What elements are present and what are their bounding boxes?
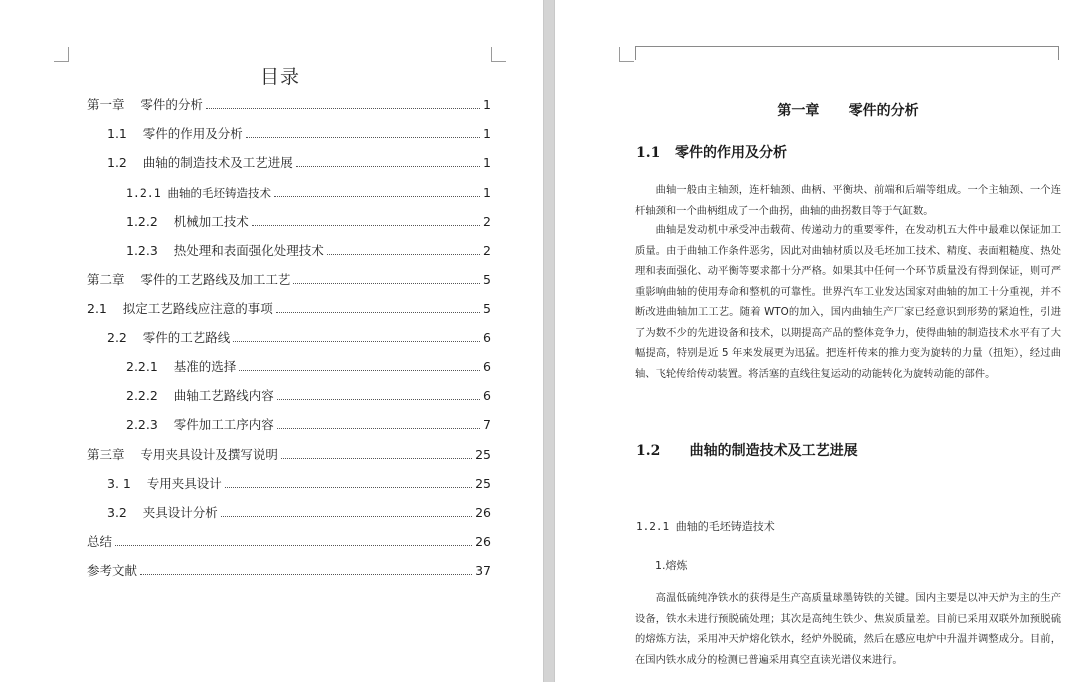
toc-entry-3-2[interactable]	[107, 505, 491, 521]
toc-page-number: 37	[475, 563, 491, 578]
toc-leader-dots	[296, 165, 480, 167]
toc-entry-label: 1.2.3 热处理和表面强化处理技术	[126, 243, 324, 258]
toc-entry-label: 3.2 夹具设计分析	[107, 505, 218, 520]
toc-leader-dots	[281, 457, 472, 459]
page-chapter-1	[555, 0, 1091, 682]
toc-entry-label: 2.1 拟定工艺路线应注意的事项	[87, 301, 273, 316]
toc-entry-label: 第三章 专用夹具设计及撰写说明	[87, 447, 278, 462]
toc-page-number: 2	[483, 243, 491, 258]
toc-leader-dots	[277, 398, 480, 400]
toc-leader-dots	[225, 486, 472, 488]
toc-entry-2-1[interactable]	[87, 301, 491, 317]
toc-page-number: 5	[483, 272, 491, 287]
toc-page-number: 5	[483, 301, 491, 316]
toc-entry-2-2-1[interactable]	[126, 359, 491, 375]
page-toc	[0, 0, 543, 682]
toc-leader-dots	[233, 340, 480, 342]
margin-corner-top-left	[619, 47, 634, 62]
toc-page-number: 26	[475, 505, 491, 520]
toc-entry-3-1[interactable]	[107, 476, 491, 492]
toc-entry-references[interactable]	[87, 563, 491, 579]
toc-leader-dots	[140, 573, 472, 575]
toc-entry-label: 第二章 零件的工艺路线及加工工艺	[87, 272, 291, 287]
toc-entry-label: 1.2 曲轴的制造技术及工艺进展	[107, 155, 293, 170]
toc-leader-dots	[277, 427, 480, 429]
toc-page-number: 6	[483, 330, 491, 345]
toc-entry-label: 总结	[87, 534, 113, 549]
toc-entry-label: 3. 1 专用夹具设计	[107, 476, 222, 491]
paragraph-1: 曲轴一般由主轴颈，连杆轴颈、曲柄、平衡块、前端和后端等组成。一个主轴颈、一个连杆轴颈和一个曲柄组成了一个曲拐，曲轴的曲拐数目等于气缸数。	[635, 184, 1061, 217]
subheading-smelting: 1.熔炼	[655, 559, 688, 572]
margin-corner-top-right	[491, 47, 506, 62]
toc-leader-dots	[206, 107, 480, 109]
toc-entry-2-2-3[interactable]	[126, 417, 491, 433]
toc-entry-2-2[interactable]	[107, 330, 491, 346]
toc-leader-dots	[246, 136, 480, 138]
toc-entry-label: 2.2.2 曲轴工艺路线内容	[126, 388, 274, 403]
section-heading-1-1: 1.1 零件的作用及分析	[636, 145, 787, 161]
toc-entry-1-2-3[interactable]	[126, 243, 491, 259]
paragraph-3: 高温低硫纯净铁水的获得是生产高质量球墨铸铁的关键。国内主要是以冲天炉为主的生产设备，铁水未进行预脱硫处理；其次是高纯生铁少、焦炭质量差。目前已采用双联外加预脱硫的熔炼方法，采用冲天炉熔化铁水，经炉外脱硫，然后在感应电炉中升温并调整成分。目前，在国内铁水成分的检测已普遍采用真空直读光谱仪来进行。	[635, 592, 1061, 666]
paragraph-2: 曲轴是发动机中承受冲击载荷、传递动力的重要零件，在发动机五大件中最难以保证加工质量。由于曲轴工作条件恶劣，因此对曲轴材质以及毛坯加工技术、精度、表面粗糙度、热处理和表面强化、动平衡等要求都十分严格。如果其中任何一个环节质量没有得到保证，则可严重影响曲轴的使用寿命和整机的可靠性。世界汽车工业发达国家对曲轴的加工十分重视，并不断改进曲轴加工工艺。随着 WTO的加入，国内曲轴生产厂家已经意识到形势的紧迫性，引进了为数不少的先进设备和技术，以期提高产品的整体竞争力，使得曲轴的制造技术水平有了大幅提高，特别是近 5 年来发展更为迅猛。把连杆传来的推力变为旋转的力量（扭矩），经过曲轴、飞轮传给传动装置。将活塞的直线往复运动的动能转化为旋转动能的部件。	[635, 224, 1061, 380]
toc-entry-chapter-3[interactable]	[87, 447, 491, 463]
toc-entry-chapter-1[interactable]	[87, 97, 491, 113]
toc-entry-label: 1.2.2 机械加工技术	[126, 214, 249, 229]
margin-corner-top-left	[54, 47, 69, 62]
toc-entry-2-2-2[interactable]	[126, 388, 491, 404]
section-heading-1-2: 1.2 曲轴的制造技术及工艺进展	[636, 443, 858, 459]
page-header-rule	[635, 46, 1059, 60]
toc-leader-dots	[221, 515, 472, 517]
toc-page-number: 25	[475, 447, 491, 462]
toc-entry-1-2[interactable]	[107, 155, 491, 171]
toc-leader-dots	[252, 224, 480, 226]
toc-page-number: 1	[483, 155, 491, 170]
toc-page-number: 7	[483, 417, 491, 432]
toc-entry-label: 2.2.1 基准的选择	[126, 359, 237, 374]
toc-entry-label: 1.2.1 曲轴的毛坯铸造技术	[126, 186, 272, 200]
toc-entry-label: 参考文献	[87, 563, 138, 578]
toc-leader-dots	[274, 195, 480, 197]
toc-leader-dots	[115, 544, 472, 546]
toc-leader-dots	[293, 282, 480, 284]
toc-entry-label: 第一章 零件的分析	[87, 97, 203, 112]
toc-entry-label: 2.2 零件的工艺路线	[107, 330, 231, 345]
toc-page-number: 1	[483, 185, 491, 200]
toc-page-number: 25	[475, 476, 491, 491]
toc-page-number: 1	[483, 126, 491, 141]
toc-title: 目录	[259, 66, 300, 88]
toc-entry-1-2-2[interactable]	[126, 214, 491, 230]
page-gutter	[543, 0, 555, 682]
toc-page-number: 2	[483, 214, 491, 229]
toc-entry-chapter-2[interactable]	[87, 272, 491, 288]
toc-leader-dots	[327, 253, 480, 255]
toc-page-number: 6	[483, 388, 491, 403]
section-heading-1-2-1: 1.2.1 曲轴的毛坯铸造技术	[636, 520, 775, 533]
toc-page-number: 6	[483, 359, 491, 374]
chapter-title: 第一章 零件的分析	[777, 103, 919, 119]
toc-leader-dots	[239, 369, 480, 371]
toc-leader-dots	[276, 311, 480, 313]
toc-entry-1-1[interactable]	[107, 126, 491, 142]
toc-entry-label: 1.1 零件的作用及分析	[107, 126, 243, 141]
toc-page-number: 1	[483, 97, 491, 112]
toc-entry-label: 2.2.3 零件加工工序内容	[126, 417, 274, 432]
toc-page-number: 26	[475, 534, 491, 549]
toc-entry-summary[interactable]	[87, 534, 491, 550]
toc-entry-1-2-1[interactable]	[126, 185, 491, 201]
